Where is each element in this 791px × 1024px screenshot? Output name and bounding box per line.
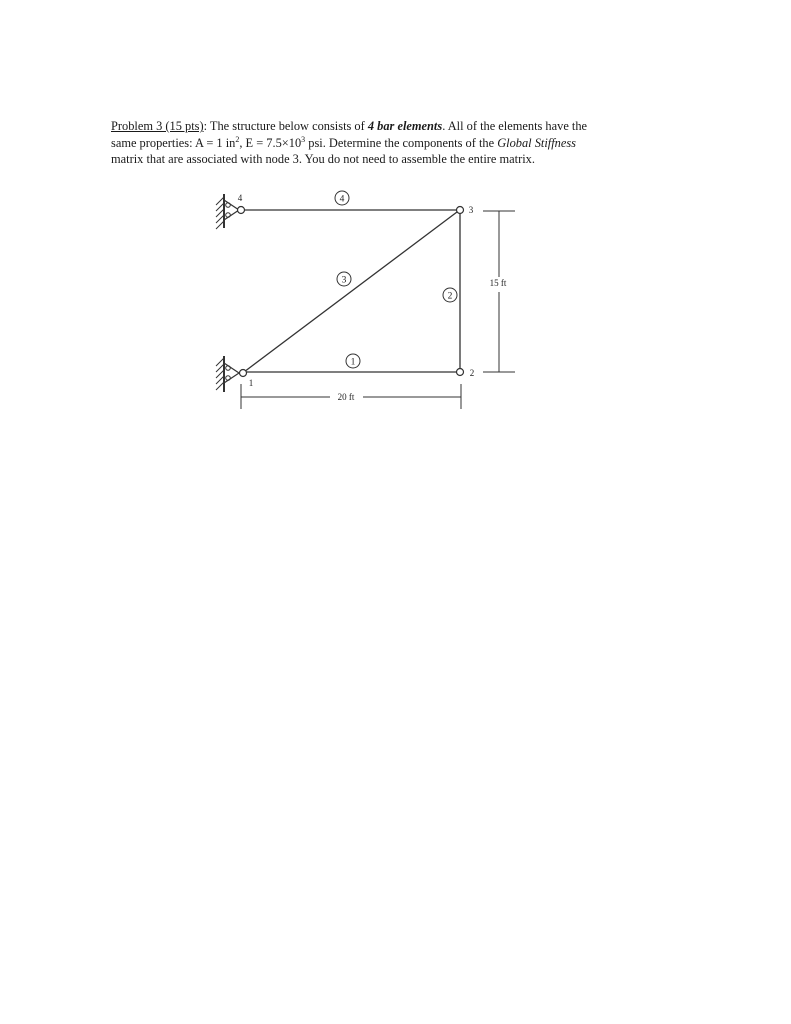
vertical-dimension-label: 15 ft xyxy=(489,278,507,288)
problem-heading: Problem 3 (15 pts) xyxy=(111,119,204,133)
horizontal-dimension-label: 20 ft xyxy=(337,392,355,402)
element-label-1-text: 1 xyxy=(350,357,356,368)
properties-mid: , E = 7.5×10 xyxy=(239,135,302,150)
node-label-3: 3 xyxy=(468,205,474,215)
node-label-1: 1 xyxy=(248,378,254,388)
problem-sentence-tail: . All of the elements have the xyxy=(442,119,588,133)
element-label-1 xyxy=(346,354,360,368)
modulus-exponent: 3 xyxy=(301,134,306,144)
element-label-3-text: 3 xyxy=(341,275,347,286)
problem-emphasis: 4 bar elements xyxy=(367,119,443,133)
element-label-4 xyxy=(335,191,349,205)
element-label-3 xyxy=(337,272,351,286)
node-1-joint xyxy=(240,370,247,377)
node-label-2: 2 xyxy=(469,368,475,378)
node-label-4: 4 xyxy=(237,193,243,203)
element-label-2-text: 2 xyxy=(447,291,453,302)
pin-support-node-1 xyxy=(216,356,239,392)
properties-tail: psi. Determine the components of the xyxy=(305,135,498,150)
global-stiffness-term: Global Stiffness xyxy=(497,135,577,150)
node-2-joint xyxy=(457,369,464,376)
pin-support-node-4 xyxy=(216,194,239,229)
node-4-joint xyxy=(238,207,245,214)
properties-lead: same properties: A = 1 in xyxy=(111,135,236,150)
instruction-text: matrix that are associated with node 3. You do not need to assemble the entire matrix. xyxy=(111,152,535,166)
bar-element-3 xyxy=(244,212,457,372)
problem-sentence-lead: : The structure below consists of xyxy=(203,119,368,133)
area-exponent: 2 xyxy=(235,134,240,144)
vertical-dimension xyxy=(483,211,515,372)
element-label-2 xyxy=(443,288,457,302)
node-3-joint xyxy=(457,207,464,214)
element-label-4-text: 4 xyxy=(339,194,345,205)
